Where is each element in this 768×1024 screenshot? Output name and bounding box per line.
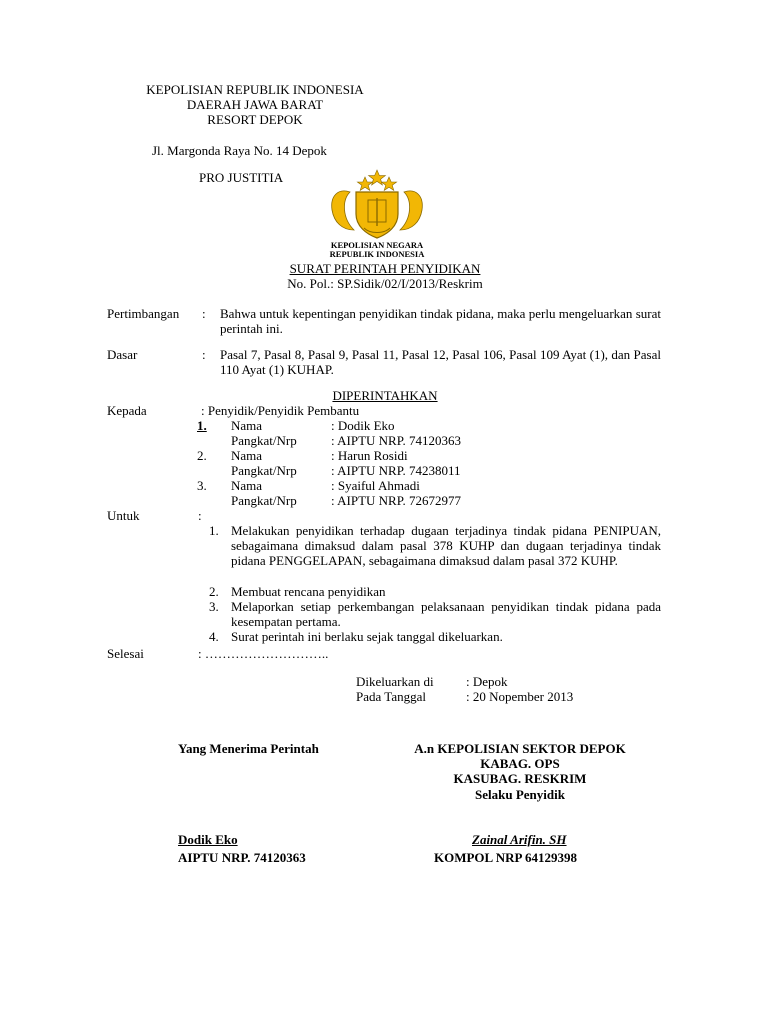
kepada-label: Kepada: [107, 403, 147, 418]
person-3-nama-label: Nama: [231, 478, 263, 493]
person-1-pangkat-label: Pangkat/Nrp: [231, 433, 297, 448]
recipient-nrp: AIPTU NRP. 74120363: [178, 850, 306, 865]
header-address: Jl. Margonda Raya No. 14 Depok: [152, 143, 327, 158]
untuk-item-3-text: Melaporkan setiap perkembangan pelaksanaan penyidikan tindak pidana pada kesempatan pertama.: [231, 599, 661, 629]
issuer-name: Zainal Arifin. SH: [472, 832, 567, 847]
dasar-label: Dasar: [107, 347, 138, 362]
person-2-nama-label: Nama: [231, 448, 263, 463]
dasar-colon: :: [202, 347, 206, 362]
recipient-title: Yang Menerima Perintah: [178, 741, 319, 756]
svg-text:KEPOLISIAN NEGARA: KEPOLISIAN NEGARA: [330, 240, 424, 250]
person-1-nama-label: Nama: [231, 418, 263, 433]
pertimbangan-label: Pertimbangan: [107, 306, 180, 321]
person-3-pangkat: : AIPTU NRP. 72672977: [331, 493, 462, 508]
header-line-3: RESORT DEPOK: [207, 112, 303, 127]
untuk-colon: :: [198, 508, 202, 523]
issued-date-label: Pada Tanggal: [356, 689, 426, 704]
untuk-item-1-text: Melakukan penyidikan terhadap dugaan terjadinya tindak pidana PENIPUAN, sebagaimana dimaksud dalam pasal 378 KUHP dan dugaan terjadinya tindak pidana PENGGELAPAN, sebagaimana dimaksud dalam pasal 372 KUHP.: [231, 523, 661, 568]
issuer-title-3: KASUBAG. RESKRIM: [453, 771, 587, 786]
person-3-nama: : Syaiful Ahmadi: [331, 478, 420, 493]
document-title: SURAT PERINTAH PENYIDIKAN: [289, 261, 481, 276]
selesai-value: : ………………………..: [198, 646, 329, 661]
person-3-pangkat-label: Pangkat/Nrp: [231, 493, 297, 508]
untuk-item-2-number: 2.: [209, 584, 219, 599]
star-icon: [357, 170, 396, 190]
person-2-nama: : Harun Rosidi: [331, 448, 408, 463]
issuer-nrp: KOMPOL NRP 64129398: [434, 850, 577, 865]
untuk-item-2-text: Membuat rencana penyidikan: [231, 584, 386, 599]
pertimbangan-text: Bahwa untuk kepentingan penyidikan tindak pidana, maka perlu mengeluarkan surat perintah ini.: [220, 306, 661, 336]
untuk-item-3-number: 3.: [209, 599, 219, 614]
pro-justitia: PRO JUSTITIA: [199, 170, 284, 185]
issuer-title-2: KABAG. OPS: [480, 756, 560, 771]
person-2-pangkat-label: Pangkat/Nrp: [231, 463, 297, 478]
selesai-label: Selesai: [107, 646, 144, 661]
kepada-value: : Penyidik/Penyidik Pembantu: [201, 403, 360, 418]
person-1-nama: : Dodik Eko: [331, 418, 395, 433]
untuk-item-1-number: 1.: [209, 523, 219, 538]
pertimbangan-colon: :: [202, 306, 206, 321]
issuer-title-1: A.n KEPOLISIAN SEKTOR DEPOK: [414, 741, 626, 756]
untuk-label: Untuk: [107, 508, 140, 523]
person-1-pangkat: : AIPTU NRP. 74120363: [331, 433, 462, 448]
untuk-item-4-text: Surat perintah ini berlaku sejak tanggal dikeluarkan.: [231, 629, 503, 644]
police-emblem-icon: [312, 168, 442, 260]
recipient-name: Dodik Eko: [178, 832, 238, 847]
person-1-number: 1.: [197, 418, 207, 433]
header-line-2: DAERAH JAWA BARAT: [186, 97, 324, 112]
person-2-pangkat: : AIPTU NRP. 74238011: [331, 463, 461, 478]
person-3-number: 3.: [197, 478, 207, 493]
issued-date: : 20 Nopember 2013: [466, 689, 574, 704]
document-number: No. Pol.: SP.Sidik/02/I/2013/Reskrim: [287, 276, 483, 291]
person-2-number: 2.: [197, 448, 207, 463]
untuk-item-4-number: 4.: [209, 629, 219, 644]
issuer-title-4: Selaku Penyidik: [475, 787, 565, 802]
issued-place-label: Dikeluarkan di: [356, 674, 434, 689]
svg-text:REPUBLIK INDONESIA: REPUBLIK INDONESIA: [329, 249, 425, 259]
header-line-1: KEPOLISIAN REPUBLIK INDONESIA: [146, 82, 364, 97]
diperintahkan-heading: DIPERINTAHKAN: [332, 388, 438, 403]
dasar-text: Pasal 7, Pasal 8, Pasal 9, Pasal 11, Pasal 12, Pasal 106, Pasal 109 Ayat (1), dan Pasal 110 Ayat (1) KUHAP.: [220, 347, 661, 377]
issued-place: : Depok: [466, 674, 508, 689]
